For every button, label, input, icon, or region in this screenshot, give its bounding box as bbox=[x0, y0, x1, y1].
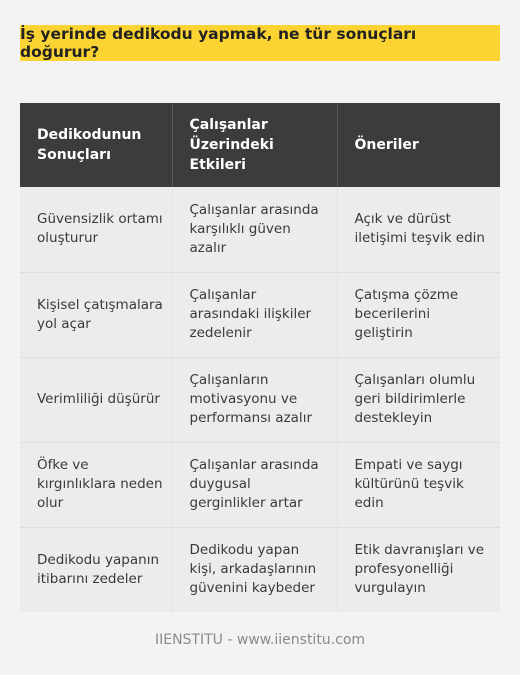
table-header-row bbox=[20, 103, 500, 187]
consequences-table bbox=[20, 103, 500, 612]
header-effects: Çalışanlar Üzerindeki Etkileri bbox=[172, 103, 337, 187]
table-row bbox=[20, 527, 500, 612]
table-cell: Etik davranışları ve profesyonelliği vurgulayın bbox=[337, 527, 500, 612]
footer-credit: IIENSTITU - www.iienstitu.com bbox=[154, 632, 366, 648]
table-row bbox=[20, 272, 500, 357]
table-cell: Çalışanlar arasında karşılıklı güven azalır bbox=[172, 187, 337, 272]
page-title-text: İş yerinde dedikodu yapmak, ne tür sonuçları doğurur? bbox=[20, 25, 417, 61]
table-row bbox=[20, 357, 500, 442]
table-row bbox=[20, 442, 500, 527]
table-cell: Çalışanlar arasındaki ilişkiler zedelenir bbox=[172, 272, 337, 357]
table-cell: Açık ve dürüst iletişimi teşvik edin bbox=[337, 187, 500, 272]
table-cell: Kişisel çatışmalara yol açar bbox=[20, 272, 172, 357]
table-row bbox=[20, 187, 500, 272]
page-title bbox=[20, 25, 500, 61]
table-cell: Dedikodu yapanın itibarını zedeler bbox=[20, 527, 172, 612]
header-recommendations: Öneriler bbox=[337, 103, 500, 187]
table-cell: Çalışanlar arasında duygusal gerginlikler artar bbox=[172, 442, 337, 527]
table-cell: Verimliliği düşürür bbox=[20, 357, 172, 442]
table-cell: Çalışanların motivasyonu ve performansı azalır bbox=[172, 357, 337, 442]
table-cell: Empati ve saygı kültürünü teşvik edin bbox=[337, 442, 500, 527]
table-cell: Güvensizlik ortamı oluşturur bbox=[20, 187, 172, 272]
table-cell: Dedikodu yapan kişi, arkadaşlarının güvenini kaybeder bbox=[172, 527, 337, 612]
table-cell: Çalışanları olumlu geri bildirimlerle destekleyin bbox=[337, 357, 500, 442]
table-cell: Çatışma çözme becerilerini geliştirin bbox=[337, 272, 500, 357]
header-consequences: Dedikodunun Sonuçları bbox=[20, 103, 172, 187]
table-cell: Öfke ve kırgınlıklara neden olur bbox=[20, 442, 172, 527]
